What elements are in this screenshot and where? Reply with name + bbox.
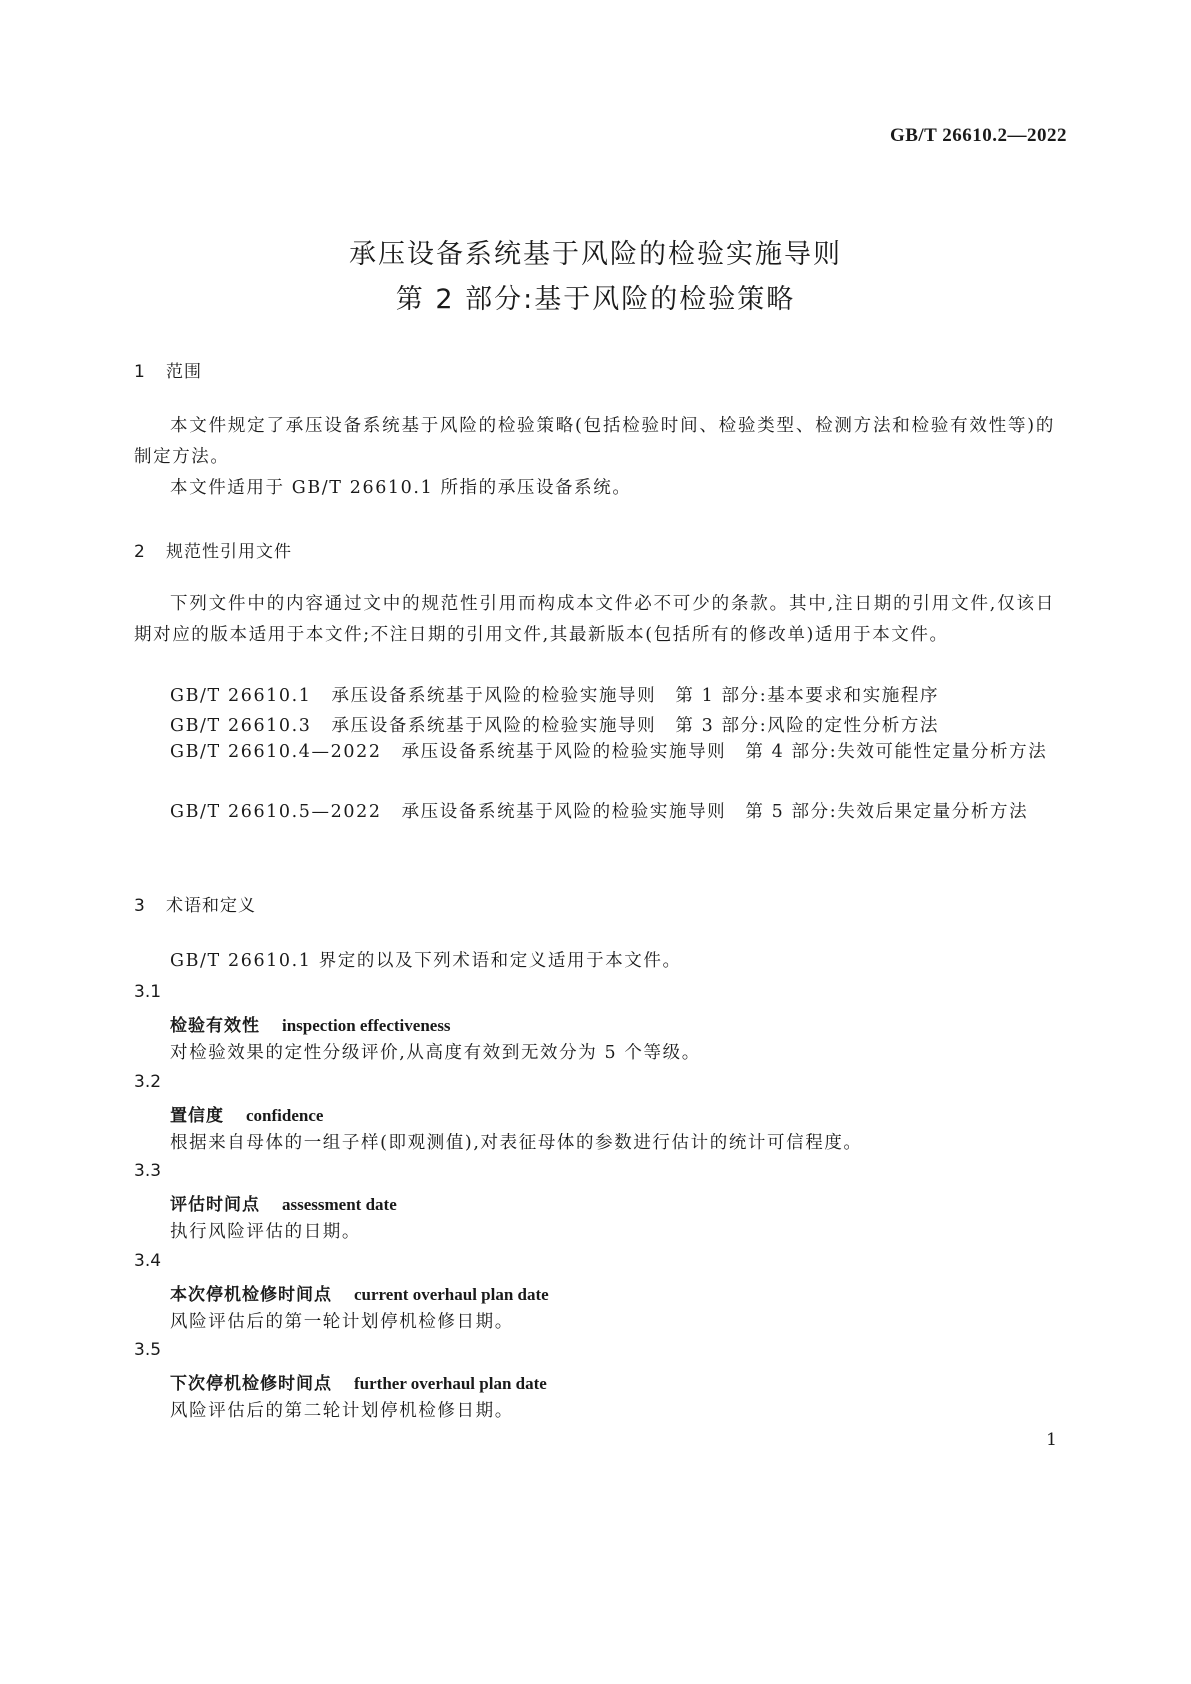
term-english: inspection effectiveness (282, 1016, 451, 1035)
term-number: 3.5 (134, 1340, 162, 1360)
section-1-heading (134, 357, 202, 382)
section-3-heading (134, 891, 256, 916)
term-number: 3.4 (134, 1251, 162, 1271)
reference-code: GB/T 26610.5—2022 (170, 802, 382, 822)
section-title: 规范性引用文件 (166, 542, 292, 562)
term-chinese: 下次停机检修时间点 (170, 1374, 332, 1394)
term-chinese: 检验有效性 (170, 1016, 260, 1036)
term-chinese: 本次停机检修时间点 (170, 1285, 332, 1305)
term-definition: 根据来自母体的一组子样(即观测值),对表征母体的参数进行估计的统计可信程度。 (170, 1133, 863, 1153)
section-title: 范围 (166, 362, 202, 382)
term-english: current overhaul plan date (354, 1285, 549, 1304)
term-heading (170, 1011, 451, 1036)
section-number: 1 (134, 362, 146, 382)
reference-title: 承压设备系统基于风险的检验实施导则 第 1 部分:基本要求和实施程序 (331, 686, 940, 706)
reference-code: GB/T 26610.1 (170, 686, 312, 706)
reference-item (170, 712, 939, 737)
section-number: 3 (134, 896, 146, 916)
term-heading (170, 1369, 547, 1394)
page-number: 1 (1046, 1430, 1057, 1450)
reference-title: 承压设备系统基于风险的检验实施导则 第 3 部分:风险的定性分析方法 (331, 716, 940, 736)
reference-title: 承压设备系统基于风险的检验实施导则 第 4 部分:失效可能性定量分析方法 (401, 742, 1048, 762)
reference-title: 承压设备系统基于风险的检验实施导则 第 5 部分:失效后果定量分析方法 (401, 802, 1029, 822)
term-definition: 风险评估后的第一轮计划停机检修日期。 (170, 1312, 514, 1332)
term-chinese: 置信度 (170, 1106, 224, 1126)
term-number: 3.3 (134, 1161, 162, 1181)
reference-item (134, 737, 1055, 768)
section-2-intro: 下列文件中的内容通过文中的规范性引用而构成本文件必不可少的条款。其中,注日期的引用文件,仅该日期对应的版本适用于本文件;不注日期的引用文件,其最新版本(包括所有的修改单)适用于本文件。 (134, 594, 1055, 645)
document-title-line2: 第 2 部分:基于风险的检验策略 (395, 284, 796, 315)
reference-code: GB/T 26610.4—2022 (170, 742, 382, 762)
document-title-line1: 承压设备系统基于风险的检验实施导则 (349, 239, 842, 270)
term-definition: 执行风险评估的日期。 (170, 1222, 361, 1242)
term-number: 3.2 (134, 1072, 162, 1092)
section-1-paragraph-2: 本文件适用于 GB/T 26610.1 所指的承压设备系统。 (170, 478, 632, 498)
section-number: 2 (134, 542, 146, 562)
term-number: 3.1 (134, 982, 162, 1002)
section-1-paragraph-1: 本文件规定了承压设备系统基于风险的检验策略(包括检验时间、检验类型、检测方法和检验有效性等)的制定方法。 (134, 416, 1055, 467)
term-heading (170, 1101, 323, 1126)
section-3-intro: GB/T 26610.1 界定的以及下列术语和定义适用于本文件。 (170, 951, 682, 971)
standard-code: GB/T 26610.2—2022 (889, 125, 1067, 146)
term-definition: 对检验效果的定性分级评价,从高度有效到无效分为 5 个等级。 (170, 1043, 701, 1063)
term-definition: 风险评估后的第二轮计划停机检修日期。 (170, 1401, 514, 1421)
term-heading (170, 1190, 397, 1215)
term-english: confidence (246, 1106, 324, 1125)
reference-item (170, 682, 939, 707)
section-title: 术语和定义 (166, 896, 256, 916)
term-chinese: 评估时间点 (170, 1195, 260, 1215)
section-2-heading (134, 537, 292, 562)
term-english: further overhaul plan date (354, 1374, 547, 1393)
reference-item (134, 797, 1055, 828)
term-english: assessment date (282, 1195, 397, 1214)
term-heading (170, 1280, 549, 1305)
reference-code: GB/T 26610.3 (170, 716, 312, 736)
